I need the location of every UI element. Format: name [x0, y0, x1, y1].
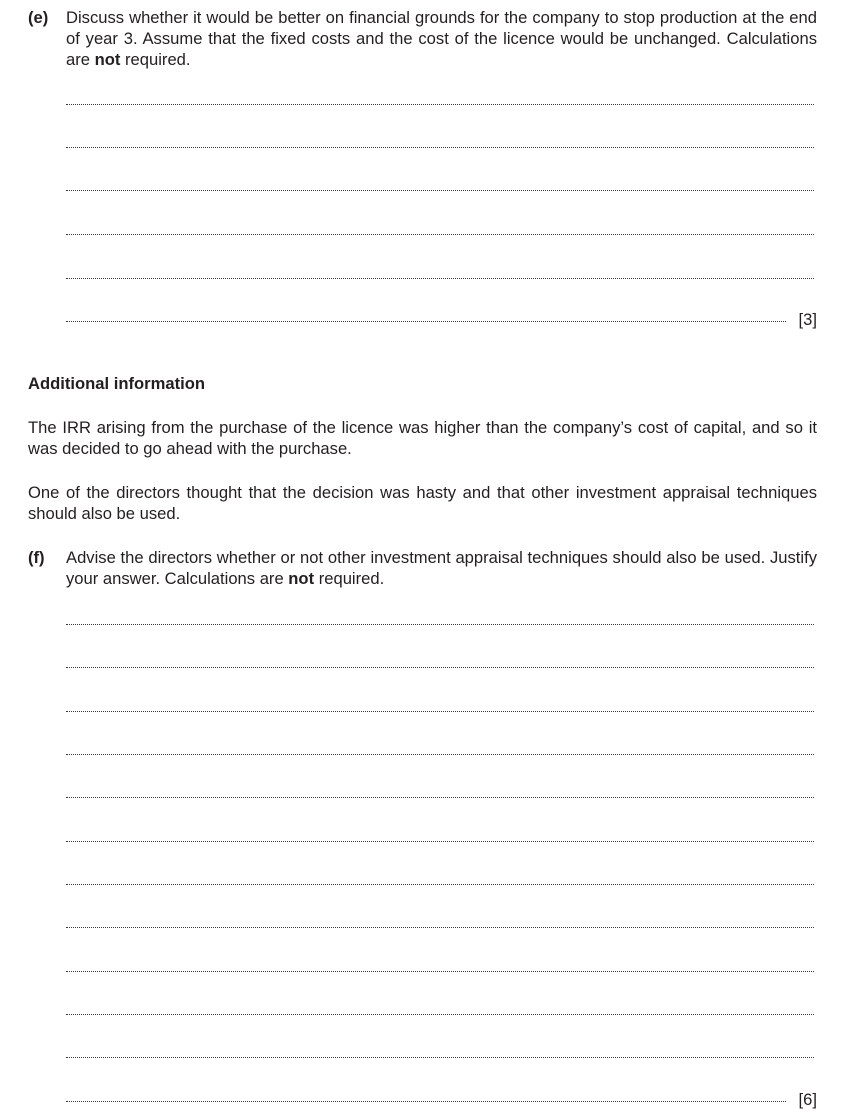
- answer-line[interactable]: [66, 1057, 814, 1058]
- answer-line[interactable]: [66, 927, 814, 928]
- additional-info-para-1: The IRR arising from the purchase of the licence was higher than the company’s cost of capital, and so it was decided to go ahead with the purchase.: [28, 418, 817, 458]
- marks-e: [3]: [798, 310, 817, 329]
- answer-line[interactable]: [66, 1101, 786, 1102]
- question-e-text-bold: not: [94, 50, 121, 69]
- marks-f: [6]: [798, 1090, 817, 1109]
- answer-line[interactable]: [66, 147, 814, 148]
- question-f-text-bold: not: [288, 569, 315, 588]
- answer-line[interactable]: [66, 234, 814, 235]
- question-e-label: (e): [28, 8, 49, 27]
- question-e-text-post: required.: [120, 50, 191, 69]
- question-f-text-pre: Advise the directors whether or not other investment appraisal techniques should also be used. Justify your answer. Calculations are: [66, 548, 817, 588]
- answer-line[interactable]: [66, 711, 814, 712]
- answer-line[interactable]: [66, 190, 814, 191]
- answer-line[interactable]: [66, 754, 814, 755]
- question-f-text: [66, 547, 817, 589]
- answer-line[interactable]: [66, 321, 786, 322]
- answer-line[interactable]: [66, 841, 814, 842]
- additional-info-para-2: One of the directors thought that the decision was hasty and that other investment appraisal techniques should also be used.: [28, 483, 817, 523]
- answer-line[interactable]: [66, 667, 814, 668]
- answer-line[interactable]: [66, 278, 814, 279]
- answer-line[interactable]: [66, 797, 814, 798]
- additional-info-heading: Additional information: [28, 374, 205, 393]
- answer-line[interactable]: [66, 1014, 814, 1015]
- answer-line[interactable]: [66, 104, 814, 105]
- question-f-label: (f): [28, 548, 45, 567]
- question-e-text: [66, 7, 817, 70]
- answer-line[interactable]: [66, 884, 814, 885]
- answer-line[interactable]: [66, 971, 814, 972]
- question-e-text-pre: Discuss whether it would be better on financial grounds for the company to stop production at the end of year 3. Assume that the fixed costs and the cost of the licence would be unchanged. Calculations are: [66, 8, 817, 69]
- answer-line[interactable]: [66, 624, 814, 625]
- question-f-text-post: required.: [314, 569, 385, 588]
